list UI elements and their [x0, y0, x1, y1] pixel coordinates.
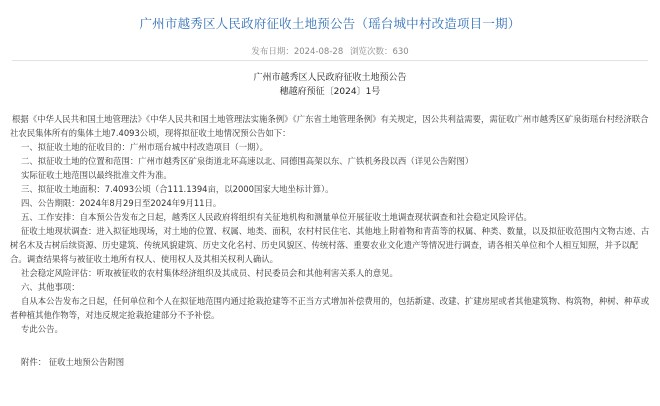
divider	[12, 60, 648, 61]
page-title: 广州市越秀区人民政府征收土地预公告（瑶台城中村改造项目一期）	[139, 16, 521, 31]
item-purpose: 一、拟征收土地的征收目的：广州市瑶台城中村改造项目（一期）。	[21, 142, 269, 152]
item-period: 四、公告期限：2024年8月29日至2024年9月11日。	[21, 198, 222, 208]
closing-text: 专此公告。	[21, 324, 63, 334]
item-location-note: 实际征收土地范围以最终批准文件为准。	[21, 170, 172, 180]
publish-date: 发布日期：2024-08-28	[251, 47, 344, 57]
item-risk-assessment: 社会稳定风险评估：听取被征收的农村集体经济组织及其成员、村民委员会和其他利害关系人的意见。	[21, 268, 398, 278]
item-survey: 征收土地现状调查：进入拟征地现场，对土地的位置、权属、地类、面积，农村村民住宅、其他地上附着物和青苗等的权属、种类、数量，以及拟征收范围内文物古迹、古树名木及古树后续资源、历史建筑、传统风貌建筑、历史文化名村、历史风貌区、传统村落、重要农业文化遗产等情况进行调查，请各相关单位和个人相互知照，并予以配合。调查结果将与被征收土地所有权人、使用权人及其相关权利人确认。	[10, 226, 650, 264]
view-count: 浏览次数：630	[349, 47, 409, 57]
item-arrangement: 五、工作安排：自本预公告发布之日起，越秀区人民政府将组织有关征地机构和测量单位开展征收土地调查现状调查和社会稳定风险评估。	[21, 212, 532, 222]
item-location: 二、拟征收土地的位置和范围：广州市越秀区矿泉街道北环高速以北、同德围高架以东、广铁机务段以西（详见公告附图）	[21, 156, 474, 166]
item-other: 六、其他事项：	[21, 282, 80, 292]
attachment-link[interactable]: 附件： 征收土地预公告附图	[21, 357, 125, 367]
item-area: 三、拟征收土地面积：7.4093公顷（合111.1394亩，以2000国家大地坐标计算）。	[21, 184, 334, 194]
intro-paragraph: 根据《中华人民共和国土地管理法》《中华人民共和国土地管理法实施条例》《广东省土地管理条例》有关规定，因公共利益需要，需征收广州市越秀区矿泉街瑶台村经济联合社农民集体所有的集体土地7.4093公顷，现将拟征收土地情况预公告如下：	[10, 114, 649, 138]
document-number: 穗越府预征〔2024〕1号	[279, 87, 381, 97]
item-other-text: 自从本公告发布之日起，任何单位和个人在拟征地范围内通过抢栽抢建等不正当方式增加补偿费用的，包括新建、改建、扩建房屋或者其他建筑物、构筑物，种树、种草或者种植其他作物等，对违反规定抢栽抢建部分不予补偿。	[10, 296, 650, 320]
article-meta	[0, 45, 660, 57]
notice-heading: 广州市越秀区人民政府征收土地预公告	[253, 73, 407, 83]
